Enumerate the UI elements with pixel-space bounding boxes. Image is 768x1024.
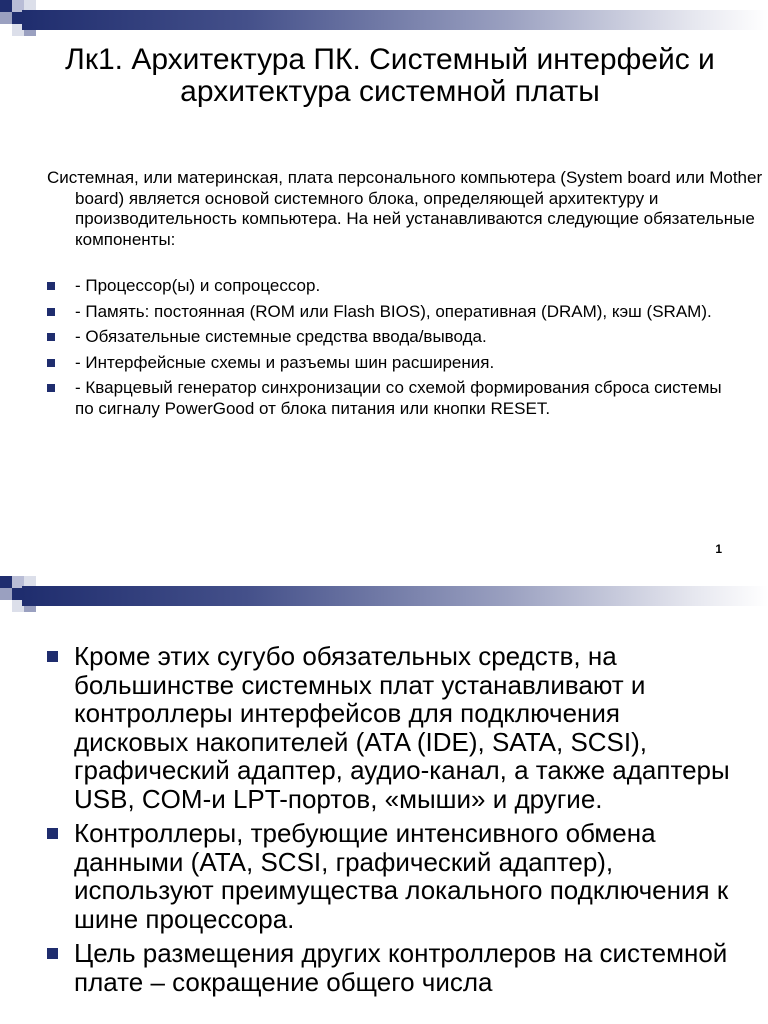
controllers-list — [47, 642, 737, 1002]
square-bullet-icon — [47, 828, 58, 839]
list-item-text: Цель размещения других контроллеров на системной плате – сокращение общего числа — [74, 938, 728, 997]
list-item — [47, 302, 737, 323]
list-item — [47, 378, 737, 419]
component-list — [47, 276, 737, 424]
square-bullet-icon — [47, 651, 58, 662]
decor-square — [0, 12, 12, 24]
list-item-text: - Интерфейсные схемы и разъемы шин расширения. — [75, 352, 495, 372]
list-item-text: Контроллеры, требующие интенсивного обмена данными (ATA, SCSI, графический адаптер), используют преимущества локального подключения к шине процессора. — [74, 818, 729, 934]
list-item — [47, 939, 737, 996]
square-bullet-icon — [47, 359, 55, 367]
page-number: 1 — [715, 542, 722, 556]
gradient-bar — [22, 586, 768, 606]
list-item-text: - Процессор(ы) и сопроцессор. — [75, 276, 321, 295]
gradient-bar — [22, 10, 768, 30]
slide-2 — [0, 576, 768, 1024]
header-band — [0, 576, 768, 626]
decor-square — [0, 576, 12, 588]
list-item-text: Кроме этих сугубо обязательных средств, на большинстве системных плат устанавливают и контроллеры интерфейсов для подключения дисковых накопителей (ATA (IDE), SATA, SCSI), графический адаптер, аудио-канал, а также адаптеры USB, COM-и LPT-портов, «мыши» и другие. — [74, 641, 730, 814]
intro-paragraph: Системная, или материнская, плата персонального компьютера (System board или Mother board) является основой системного блока, определяющей архитектуру и производительность компьютера. На ней устанавливаются следующие обязательные компоненты: — [47, 168, 763, 249]
list-item-text: - Кварцевый генератор синхронизации со схемой формирования сброса системы по сигналу PowerGood от блока питания или кнопки RESET. — [75, 378, 722, 418]
decor-square — [0, 588, 12, 600]
square-bullet-icon — [47, 948, 58, 959]
list-item — [47, 276, 737, 297]
square-bullet-icon — [47, 308, 55, 316]
list-item-text: - Обязательные системные средства ввода/вывода. — [75, 327, 487, 346]
list-item — [47, 819, 737, 933]
square-bullet-icon — [47, 384, 55, 392]
square-bullet-icon — [47, 333, 55, 341]
list-item — [47, 353, 737, 374]
list-item — [47, 642, 737, 813]
slide-title: Лк1. Архитектура ПК. Системный интерфейс и архитектура системной платы — [65, 43, 715, 108]
list-item-text: - Память: постоянная (ROM или Flash BIOS), оперативная (DRAM), кэш (SRAM). — [75, 301, 712, 321]
list-item — [47, 327, 737, 348]
square-bullet-icon — [47, 282, 55, 290]
decor-square — [0, 0, 12, 12]
